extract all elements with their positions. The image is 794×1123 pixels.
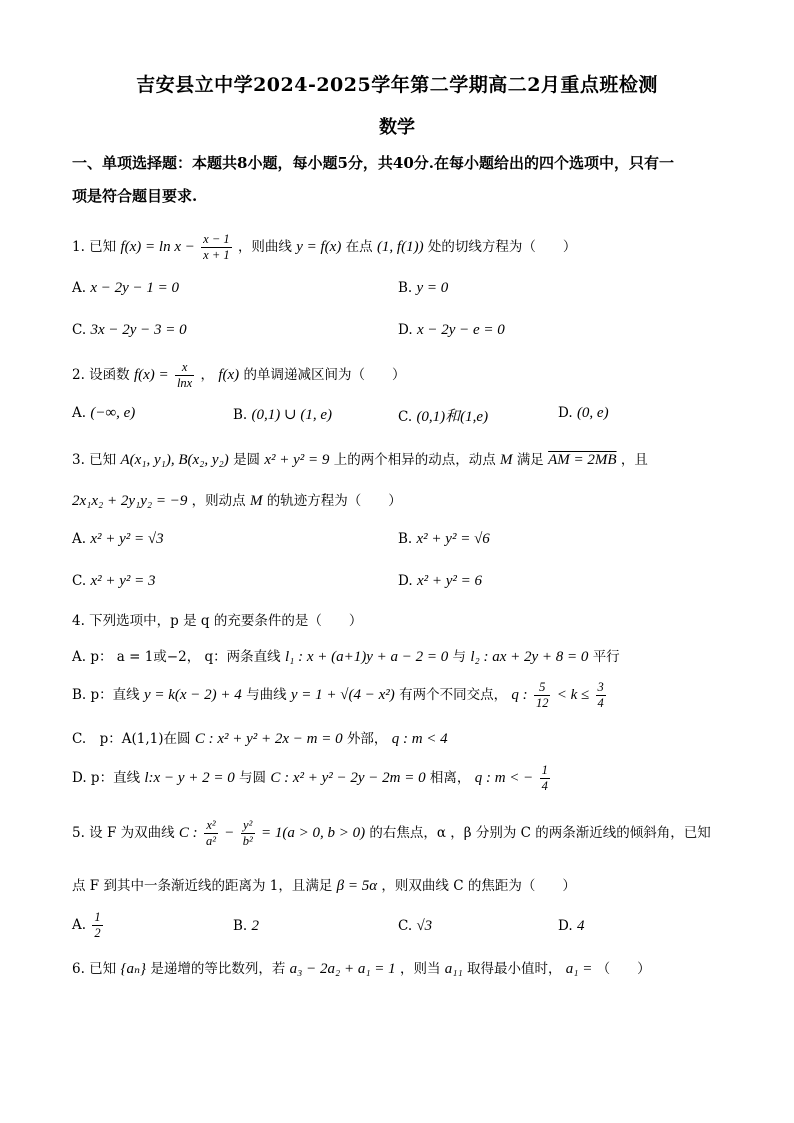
q1-option-b-label: B. [398,280,413,296]
q3-line2-mid: ，则动点 [191,493,246,509]
q4-b-frac1 [534,680,551,711]
q3-option-c-text: x² + y² = 3 [90,573,156,589]
q3-mid: 是圆 [233,452,261,468]
q1-option-b[interactable] [398,280,448,297]
q2-frac-num: x [175,360,194,376]
q3-option-a-label: A. [72,531,87,547]
q4-d-text3: 相离， [429,770,471,786]
q5-option-c-label: C. [398,918,413,934]
q2-option-c[interactable] [398,405,488,426]
q4-d-q: q : m < − [474,770,534,786]
q3-prefix: 3. 已知 [72,452,117,468]
q3-option-b-text: x² + y² = √6 [416,531,490,547]
q5-option-a[interactable] [72,910,105,941]
q6-mid3: 取得最小值时， [466,961,562,977]
q3-circle: x² + y² = 9 [264,452,330,468]
q2-option-a-label: A. [72,405,87,421]
q1-prefix: 1. 已知 [72,239,117,255]
q3-points: A(x₁, y₁), B(x₂, y₂) [120,452,229,468]
question-3-stem-line1 [72,448,648,469]
q4-b-text1: B. p：直线 [72,687,140,703]
q2-option-b-text: (0,1) ∪ (1, e) [251,407,332,423]
q2-option-a-text: (−∞, e) [90,405,136,421]
q5-prefix: 5. 设 F 为双曲线 [72,825,175,841]
question-4-stem: 4. 下列选项中，p 是 q 的充要条件的是（ ） [72,613,363,629]
q5-option-c[interactable] [398,918,432,935]
q2-func: f(x) [218,367,240,383]
q6-prefix: 6. 已知 [72,961,117,977]
question-2-stem [72,360,405,391]
q5-option-d[interactable] [558,918,584,935]
q2-option-c-label: C. [398,409,413,425]
q4-b-frac1-den: 12 [535,696,549,710]
q4-b-q: q : [511,687,528,703]
q5-curve-c: C : [178,825,198,841]
q1-point: (1, f(1)) [376,239,424,255]
q5-option-a-frac [92,910,102,941]
q4-b-curve: y = 1 + √(4 − x²) [290,687,395,703]
q4-option-a[interactable] [72,645,620,666]
question-6-stem [72,957,651,978]
q3-point-m-2: M [249,493,263,509]
question-5-stem-line2 [72,874,576,895]
q5-option-c-text: √3 [416,918,433,934]
q4-c-text2: 外部， [346,731,388,747]
q3-option-d-label: D. [398,573,413,589]
q1-option-a[interactable] [72,280,179,297]
q3-line2-suffix: 的轨迹方程为（ ） [266,493,402,509]
q3-mid3: 满足 [516,452,544,468]
q2-func-lhs: f(x) = [133,367,169,383]
section-heading [72,147,732,213]
q4-d-frac [540,763,550,794]
exam-title: 吉安县立中学2024-2025学年第二学期高二2月重点班检测 [136,74,658,96]
q1-option-c-text: 3x − 2y − 3 = 0 [90,322,187,338]
q3-point-m: M [500,452,513,468]
q4-c-q: q : m < 4 [391,731,448,747]
q1-option-a-text: x − 2y − 1 = 0 [90,280,180,296]
q6-sequence: {aₙ} [120,961,147,977]
q1-option-b-text: y = 0 [416,280,449,296]
q5-option-b[interactable] [233,918,259,935]
q4-a-line2: l₂ : ax + 2y + 8 = 0 [470,649,589,665]
q2-option-d-text: (0, e) [576,405,609,421]
q4-option-b[interactable] [72,680,608,711]
q3-suffix: ，且 [620,452,648,468]
q1-curve: y = f(x) [296,239,342,255]
q6-mid: 是递增的等比数列，若 [150,961,286,977]
q2-option-b-label: B. [233,407,248,423]
q5-option-a-label: A. [72,917,87,933]
q1-option-d[interactable] [398,322,505,339]
q2-option-d-label: D. [558,405,573,421]
q4-d-text2: 与圆 [239,770,267,786]
q5-line2-suffix: ，则双曲线 C 的焦距为（ ） [381,878,576,894]
q6-a11: a₁₁ [444,961,463,977]
q3-option-d-text: x² + y² = 6 [416,573,482,589]
q1-fraction [201,232,231,263]
exam-subject: 数学 [379,117,415,138]
q5-frac1-den: a² [205,834,216,848]
q1-option-c-label: C. [72,322,87,338]
q4-b-frac2-den: 4 [597,696,604,710]
q5-option-d-label: D. [558,918,573,934]
q2-option-c-text: (0,1)和(1,e) [416,409,489,425]
q3-mid2: 上的两个相异的动点，动点 [333,452,496,468]
q5-option-a-num: 1 [94,910,101,924]
q4-a-text3: 平行 [592,649,620,665]
question-1-stem [72,232,576,263]
q4-b-ineq: < k ≤ [556,687,590,703]
question-3-stem-line2 [72,489,402,510]
q5-option-b-text: 2 [251,918,260,934]
q4-b-frac2 [596,680,606,711]
section-heading-line1: 一、单项选择题：本题共8小题，每小题5分，共40分.在每小题给出的四个选项中，只有一 [72,154,674,172]
q2-suffix: 的单调递减区间为（ ） [243,367,406,383]
q5-minus: − [224,825,235,841]
q3-condition: 2x₁x₂ + 2y₁y₂ = −9 [72,493,188,509]
q4-b-frac2-num: 3 [597,680,604,694]
q3-option-a-text: x² + y² = √3 [90,531,164,547]
q3-option-a[interactable] [72,531,164,548]
q5-option-b-label: B. [233,918,248,934]
q5-frac1-num: x² [204,818,218,834]
q1-at-point: 在点 [345,239,373,255]
q4-b-text3: 有两个不同交点， [399,687,508,703]
q5-line2-prefix: 点 F 到其中一条渐近线的距离为 1，且满足 [72,878,333,894]
q4-d-circle: C : x² + y² − 2y − 2m = 0 [270,770,426,786]
q6-mid2: ，则当 [399,961,441,977]
q2-option-b[interactable] [233,405,332,424]
q6-a1: a₁ = [565,961,593,977]
q2-prefix: 2. 设函数 [72,367,130,383]
q5-frac1 [204,818,218,849]
q4-d-frac-den: 4 [541,779,548,793]
q1-option-a-label: A. [72,280,87,296]
q4-b-frac1-num: 5 [534,680,551,696]
q3-option-c[interactable] [72,573,156,590]
q5-condition: = 1(a > 0, b > 0) [260,825,366,841]
q2-frac-den: lnx [176,376,193,390]
q1-option-c[interactable] [72,322,187,339]
q2-fraction [175,360,194,391]
q4-option-c[interactable] [72,727,448,748]
q4-b-line: y = k(x − 2) + 4 [143,687,242,703]
q3-option-b-label: B. [398,531,413,547]
q5-option-d-text: 4 [576,918,585,934]
q4-c-circle: C : x² + y² + 2x − m = 0 [194,731,343,747]
q4-c-text1: C. p：A(1,1)在圆 [72,731,191,747]
q1-suffix: 处的切线方程为（ ） [427,239,577,255]
q4-d-frac-num: 1 [541,763,548,777]
q4-d-text1: D. p：直线 [72,770,141,786]
q4-a-line1: l₁ : x + (a+1)y + a − 2 = 0 [284,649,449,665]
q2-option-d[interactable] [558,405,609,422]
q2-option-a[interactable] [72,405,135,422]
q4-a-text1: A. p： a = 1或−2， q：两条直线 [72,649,281,665]
q3-option-b[interactable] [398,531,490,548]
q1-option-d-label: D. [398,322,413,338]
question-5-stem-line1 [72,818,711,849]
q5-frac2-num: y² [241,818,255,834]
q4-b-text2: 与曲线 [246,687,287,703]
q1-frac-den: x + 1 [203,248,230,262]
q6-condition: a₃ − 2a₂ + a₁ = 1 [289,961,396,977]
q5-line2-cond: β = 5α [336,878,378,894]
q5-frac2 [241,818,255,849]
q3-option-d[interactable] [398,573,482,590]
q1-func-lhs: f(x) = ln x − [120,239,195,255]
q5-frac2-den: b² [242,834,253,848]
q1-frac-num: x − 1 [203,232,230,246]
q5-option-a-den: 2 [94,926,101,940]
q4-d-line: l:x − y + 2 = 0 [144,770,235,786]
q5-line1-suffix: 的右焦点，α ，β 分别为 C 的两条渐近线的倾斜角，已知 [369,825,711,841]
q1-mid: ，则曲线 [237,239,292,255]
q6-suffix: （ ） [596,961,651,977]
q4-option-d[interactable] [72,763,552,794]
q2-mid: ， [200,367,215,383]
q4-a-text2: 与 [452,649,467,665]
q3-option-c-label: C. [72,573,87,589]
q1-option-d-text: x − 2y − e = 0 [416,322,505,338]
q3-vector-eq: AM = 2MB [548,452,617,468]
section-heading-line2: 项是符合题目要求. [72,187,198,205]
